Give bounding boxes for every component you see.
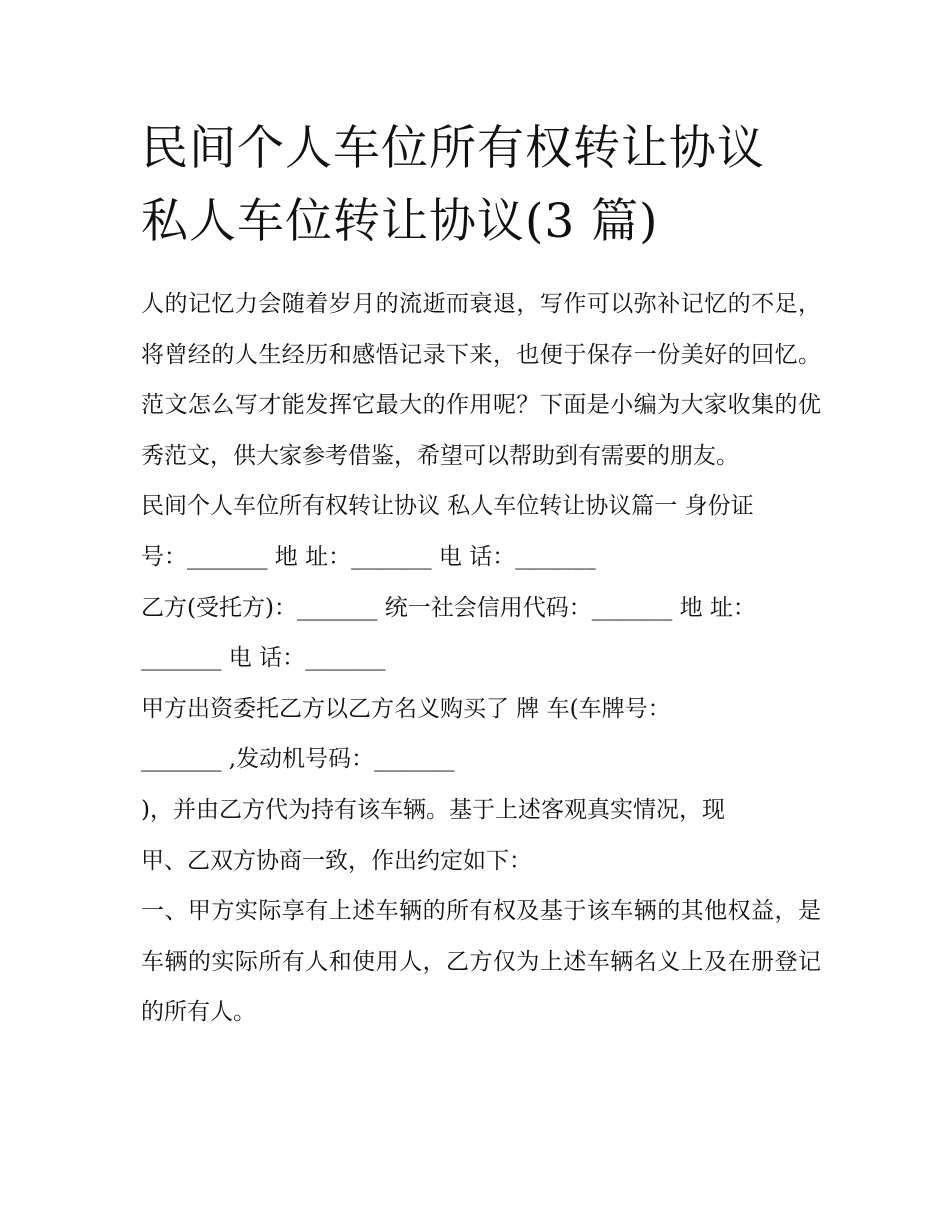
document-body	[141, 279, 821, 1038]
holding-statement: )，并由乙方代为持有该车辆。基于上述客观真实情况，现	[141, 796, 725, 823]
clause-1: 一、甲方实际享有上述车辆的所有权及基于该车辆的其他权益，是车辆的实际所有人和使用人，乙方仅为上述车辆名义上及在册登记的所有人。	[141, 898, 821, 1026]
section-heading-1: 民间个人车位所有权转让协议 私人车位转让协议篇一 身份证	[141, 493, 754, 520]
intro-paragraph: 人的记忆力会随着岁月的流逝而衰退，写作可以弥补记忆的不足，将曾经的人生经历和感悟记录下来，也便于保存一份美好的回忆。范文怎么写才能发挥它最大的作用呢？下面是小编为大家收集的优秀范文，供大家参考借鉴，希望可以帮助到有需要的朋友。	[141, 291, 821, 469]
title-line-1: 民间个人车位所有权转让协议	[141, 121, 765, 176]
vehicle-fields: _______ ,发动机号码：_______	[141, 746, 455, 773]
title-line-2: 私人车位转让协议(3 篇)	[141, 194, 659, 249]
party-b-fields-cont: _______ 电 话：_______	[141, 645, 386, 672]
document-page	[141, 112, 821, 1038]
party-a-fields: 号：_______ 地 址：_______ 电 话：_______	[141, 543, 596, 570]
agreement-statement: 甲、乙双方协商一致，作出约定如下：	[141, 847, 532, 874]
party-b-fields: 乙方(受托方)：_______ 统一社会信用代码：_______ 地 址：	[141, 594, 756, 621]
purchase-statement: 甲方出资委托乙方以乙方名义购买了 牌 车(车牌号：	[141, 695, 671, 722]
document-title	[141, 112, 821, 258]
